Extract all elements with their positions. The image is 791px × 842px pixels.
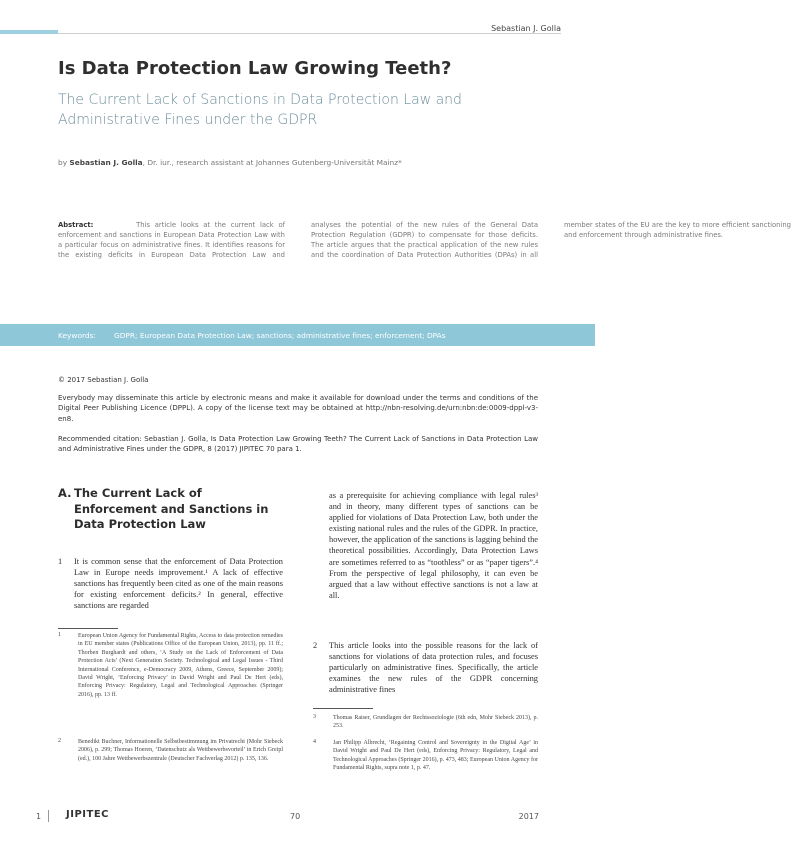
copyright: © 2017 Sebastian J. Golla [58, 376, 149, 384]
byline-prefix: by [58, 158, 70, 167]
article-subtitle: The Current Lack of Sanctions in Data Protection Law and Administrative Fines under the GDPR [58, 92, 462, 128]
recommended-citation: Recommended citation: Sebastian J. Golla, Is Data Protection Law Growing Teeth? The Current Lack of Sanctions in Data Protection Law and Administrative Fines under the GDPR, 8 (2017) JIPITEC 70 para 1. [58, 435, 538, 454]
byline [58, 158, 538, 167]
byline-author: Sebastian J. Golla [69, 158, 143, 167]
footnote-number: 4 [313, 739, 316, 745]
keywords-text: GDPR; European Data Protection Law; sanctions; administrative fines; enforcement; DPAs [114, 331, 446, 340]
footnote: European Union Agency for Fundamental Rights, Access to data protection remedies in EU member states (Publications Office of the European Union, 2013), pp. 11 ff.; Thorben Burghardt and others, ‘A Study on the Lack of Enforcement of Data Protection Acts’ (Next Generation Society. Technological and Legal Issues - Third International Conference, e-Democracy 2009, Athens, Greece, September 2009); David Wright, ‘Enforcing Privacy’ in David Wright and Paul De Hert (eds), Enforcing Privacy: Regulatory, Legal and Technological Approaches (Springer 2016), pp. 13 ff. [78, 633, 283, 698]
running-head: Sebastian J. Golla [491, 24, 561, 33]
footer-divider [48, 810, 49, 822]
section-number: A. [58, 486, 72, 500]
paragraph-number: 1 [58, 557, 63, 566]
paragraph: This article looks into the possible reasons for the lack of sanctions for violations of data protection rules, and focuses particularly on administrative fines. Specifically, the article examines the new rules of the GDPR concerning administrative fines [329, 641, 538, 695]
keywords-bar [0, 324, 595, 346]
abstract-text: This article looks at the current lack of enforcement and sanctions in European Data Protection Law with a particular focus on administrative fines. It identifies reasons for the existing deficits in European Data Protection Law and analyses the potential of the new rules of the General Data Protection Regulation (GDPR) to compensate for those deficits. The article argues that the practical application of the new rules and the coordination of Data Protection Authorities (DPAs) in all member states of the EU are the key to more efficient sanctioning and enforcement through administrative fines. [58, 221, 791, 259]
footer-year: 2017 [518, 812, 539, 821]
paragraph: It is common sense that the enforcement of Data Protection Law in Europe needs improvement.¹ A lack of effective sanctions has frequently been cited as one of the main reasons for existing enforcement deficits.² In general, effective sanctions are regarded [74, 557, 283, 611]
abstract-label: Abstract: [58, 221, 94, 229]
footnote-rule [313, 708, 373, 709]
section-title: The Current Lack of Enforcement and Sanctions in Data Protection Law [74, 486, 269, 531]
footer-issue: 1 [36, 812, 42, 821]
keywords-label: Keywords: [58, 331, 96, 340]
footnote-number: 3 [313, 714, 316, 720]
page-number: 70 [290, 812, 301, 821]
header-rule-accent [0, 30, 58, 34]
footnote: Thomas Raiser, Grundlagen der Rechtssoziologie (6th edn, Mohr Siebeck 2013), p. 253. [333, 715, 538, 730]
journal-logo: JIPITEC [66, 809, 109, 820]
abstract [58, 220, 791, 268]
footnote-rule [58, 628, 118, 629]
footnote: Jan Philipp Albrecht, ‘Regaining Control and Sovereignty in the Digital Age’ in David Wright and Paul De Hert (eds), Enforcing Privacy: Regulatory, Legal and Technological Approaches (Springer 2016), p. 473, 483; European Union Agency for Fundamental Rights, supra note 1, p. 47. [333, 740, 538, 772]
footnote-number: 1 [58, 632, 61, 638]
footnote: Benedikt Buchner, Informationelle Selbstbestimmung im Privatrecht (Mohr Siebeck 2006), p. 299; Thomas Hoeren, ‘Datenschutz als Wettbewerbsvorteil’ in Erich Greipl (ed.), 100 Jahre Wettbewerbszentrale (Deutscher Fachverlag 2012) p. 135, 136. [78, 739, 283, 762]
paragraph-number: 2 [313, 641, 318, 650]
paragraph: as a prerequisite for achieving compliance with legal rules³ and in theory, many different types of sanctions can be applied for violations of Data Protection Law, both under the existing national rules and the rules of the GDPR. In practice, however, the application of the sanctions is lagging behind the theoretical possibilities. Accordingly, Data Protection Laws are sometimes referred to as “toothless” or as “paper tigers”.⁴ From the perspective of legal philosophy, it can even be argued that a law without effective sanctions is not a law at all. [329, 491, 538, 600]
article-title: Is Data Protection Law Growing Teeth? [58, 58, 452, 79]
license-text: Everybody may disseminate this article by electronic means and make it available for download under the terms and conditions of the Digital Peer Publishing Licence (DPPL). A copy of the license text may be obtained at http://nbn-resolving.de/urn:nbn:de:0009-dppl-v3-en8. [58, 394, 538, 423]
footnote-number: 2 [58, 738, 61, 744]
byline-affiliation: , Dr. iur., research assistant at Johannes Gutenberg-Universität Mainz* [142, 158, 402, 167]
header-rule [58, 33, 561, 34]
